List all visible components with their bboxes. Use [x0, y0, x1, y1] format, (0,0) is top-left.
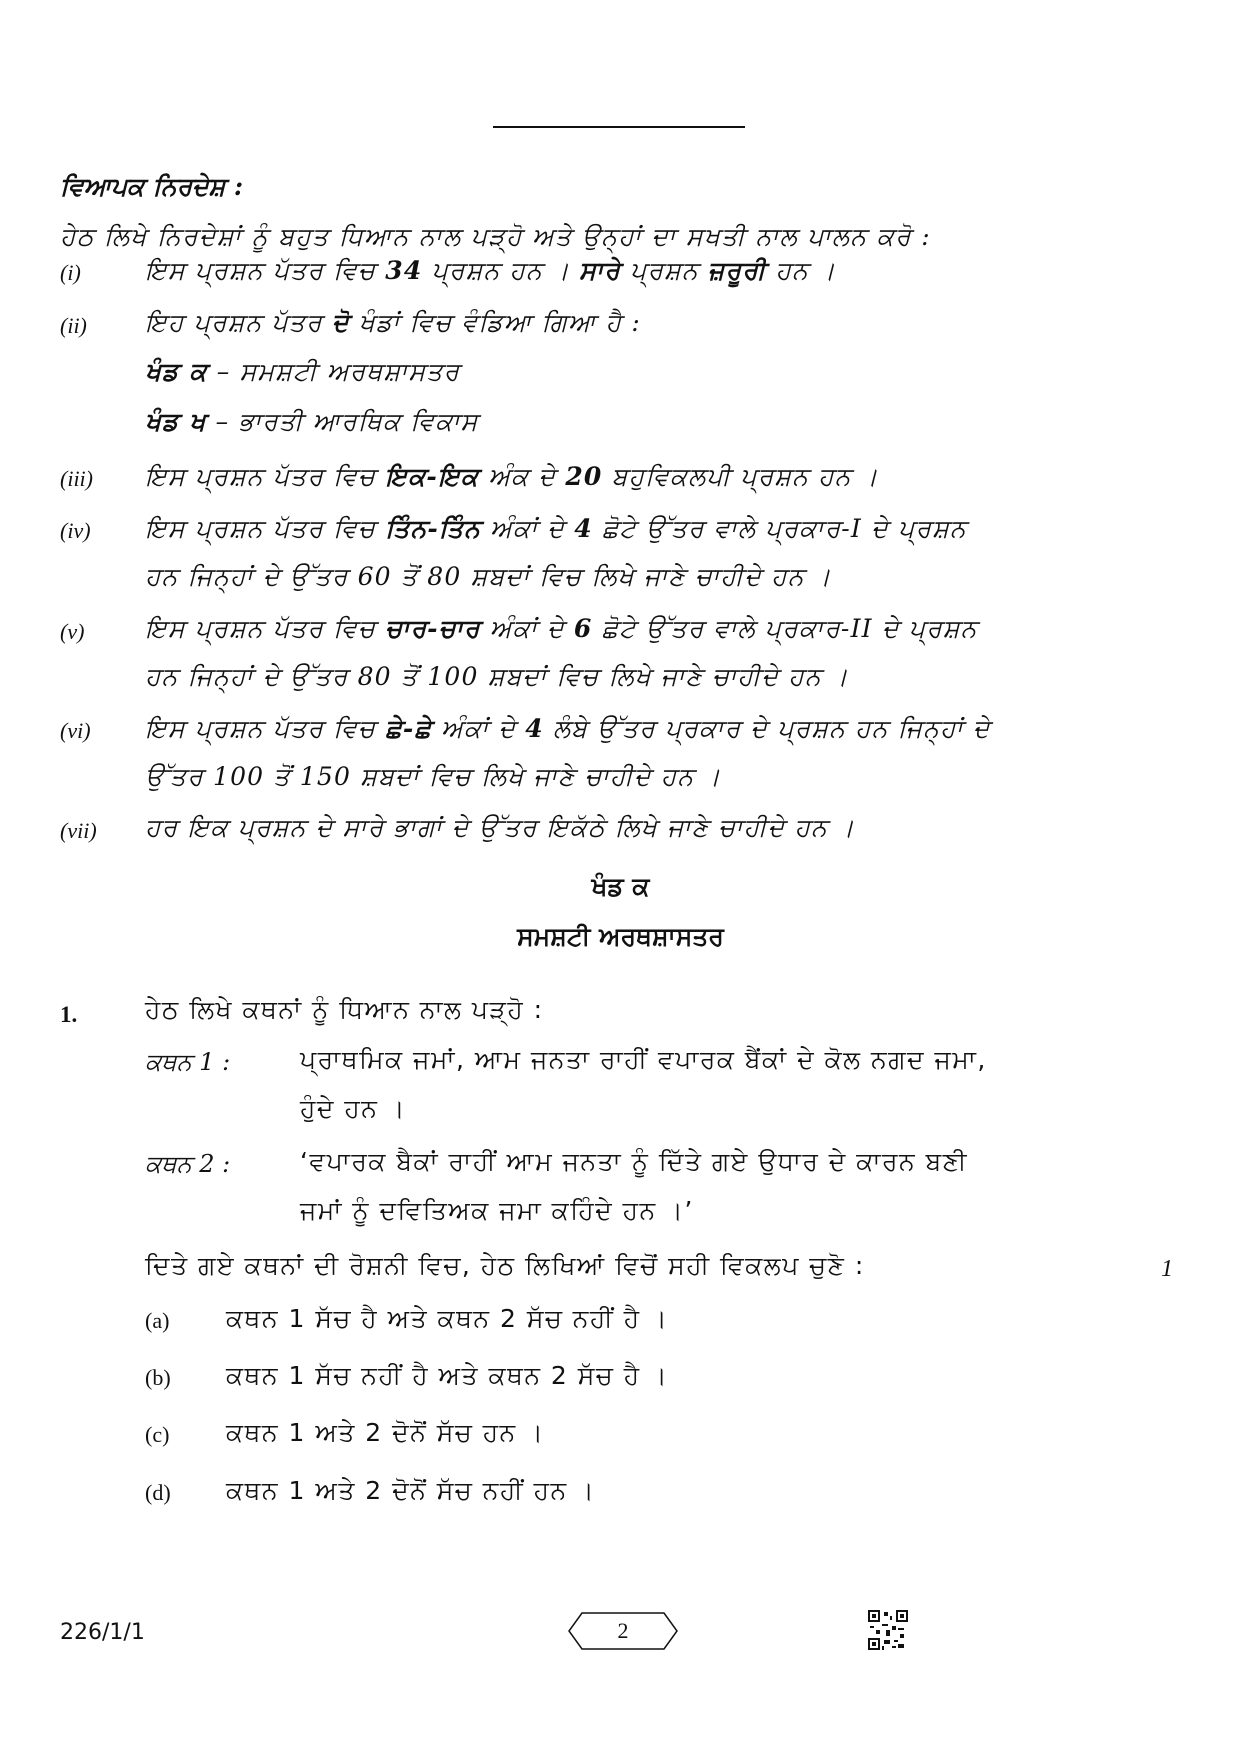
- question-prompt: ਦਿਤੇ ਗਏ ਕਥਨਾਂ ਦੀ ਰੋਸ਼ਨੀ ਵਿਚ, ਹੇਠ ਲਿਖਿਆਂ ਵਿਚੋਂ ਸਹੀ ਵਿਕਲਪ ਚੁਣੋ :: [145, 1251, 865, 1280]
- instruction-number: (vii): [60, 818, 97, 843]
- instruction-item-line2: ਹਨ ਜਿਨ੍ਹਾਂ ਦੇ ਉੱਤਰ 80 ਤੋਂ 100 ਸ਼ਬਦਾਂ ਵਿਚ ਲਿਖੇ ਜਾਣੇ ਚਾਹੀਦੇ ਹਨ ।: [145, 662, 849, 691]
- section-b-line: ਖੰਡ ਖ – ਭਾਰਤੀ ਆਰਥਿਕ ਵਿਕਾਸ: [145, 407, 479, 436]
- instruction-item-line2: ਹਨ ਜਿਨ੍ਹਾਂ ਦੇ ਉੱਤਰ 60 ਤੋਂ 80 ਸ਼ਬਦਾਂ ਵਿਚ ਲਿਖੇ ਜਾਣੇ ਚਾਹੀਦੇ ਹਨ ।: [145, 562, 832, 591]
- question-marks: 1: [1161, 1256, 1173, 1282]
- option-label: (c): [145, 1422, 170, 1447]
- statement-text: ਪ੍ਰਾਥਮਿਕ ਜਮਾਂ, ਆਮ ਜਨਤਾ ਰਾਹੀਂ ਵਪਾਰਕ ਬੈਂਕਾਂ ਦੇ ਕੋਲ ਨਗਦ ਜਮਾ,: [300, 1045, 987, 1074]
- statement-text: ‘ਵਪਾਰਕ ਬੈਕਾਂ ਰਾਹੀਂ ਆਮ ਜਨਤਾ ਨੂੰ ਦਿੱਤੇ ਗਏ ਉਧਾਰ ਦੇ ਕਾਰਨ ਬਣੀ: [300, 1147, 968, 1176]
- paper-code: 226/1/1: [60, 1620, 145, 1645]
- instruction-item: ਇਸ ਪ੍ਰਸ਼ਨ ਪੱਤਰ ਵਿਚ ਇਕ-ਇਕ ਅੰਕ ਦੇ 20 ਬਹੁਵਿਕਲਪੀ ਪ੍ਰਸ਼ਨ ਹਨ ।: [145, 462, 879, 491]
- option-text: ਕਥਨ 1 ਸੱਚ ਹੈ ਅਤੇ ਕਥਨ 2 ਸੱਚ ਨਹੀਂ ਹੈ ।: [226, 1304, 669, 1333]
- instruction-number: (iv): [60, 518, 91, 543]
- instruction-item: ਹਰ ਇਕ ਪ੍ਰਸ਼ਨ ਦੇ ਸਾਰੇ ਭਾਗਾਂ ਦੇ ਉੱਤਰ ਇਕੱਠੇ ਲਿਖੇ ਜਾਣੇ ਚਾਹੀਦੇ ਹਨ ।: [145, 813, 856, 842]
- section-subtitle: ਸਮਸ਼ਟੀ ਅਰਥਸ਼ਾਸਤਰ: [517, 922, 724, 951]
- option-label: (b): [145, 1365, 171, 1390]
- instruction-number: (vi): [60, 718, 91, 743]
- option-text: ਕਥਨ 1 ਅਤੇ 2 ਦੋਨੋਂ ਸੱਚ ਹਨ ।: [226, 1418, 545, 1447]
- option-text: ਕਥਨ 1 ਅਤੇ 2 ਦੋਨੋਂ ਸੱਚ ਨਹੀਂ ਹਨ ।: [226, 1476, 596, 1505]
- instruction-item: ਇਹ ਪ੍ਰਸ਼ਨ ਪੱਤਰ ਦੋ ਖੰਡਾਂ ਵਿਚ ਵੰਡਿਆ ਗਿਆ ਹੈ :: [145, 308, 641, 337]
- page-number-badge: [568, 1612, 678, 1650]
- statement-label: ਕਥਨ 2 :: [145, 1150, 231, 1178]
- section-title: ਖੰਡ ਕ: [591, 872, 650, 901]
- instructions-intro: ਹੇਠ ਲਿਖੇ ਨਿਰਦੇਸ਼ਾਂ ਨੂੰ ਬਹੁਤ ਧਿਆਨ ਨਾਲ ਪੜ੍ਹੋ ਅਤੇ ਉਨ੍ਹਾਂ ਦਾ ਸਖਤੀ ਨਾਲ ਪਾਲਨ ਕਰੋ :: [60, 222, 932, 251]
- instruction-item: ਇਸ ਪ੍ਰਸ਼ਨ ਪੱਤਰ ਵਿਚ 34 ਪ੍ਰਸ਼ਨ ਹਨ । ਸਾਰੇ ਪ੍ਰਸ਼ਨ ਜ਼ਰੂਰੀ ਹਨ ।: [145, 256, 837, 285]
- instruction-number: (v): [60, 619, 85, 644]
- instruction-number: (iii): [60, 466, 93, 491]
- instruction-item: ਇਸ ਪ੍ਰਸ਼ਨ ਪੱਤਰ ਵਿਚ ਛੇ-ਛੇ ਅੰਕਾਂ ਦੇ 4 ਲੰਬੇ ਉੱਤਰ ਪ੍ਰਕਾਰ ਦੇ ਪ੍ਰਸ਼ਨ ਹਨ ਜਿਨ੍ਹਾਂ ਦੇ: [145, 714, 991, 743]
- page-number: 2: [617, 1618, 629, 1643]
- option-label: (a): [145, 1308, 170, 1333]
- instruction-item-line2: ਉੱਤਰ 100 ਤੋਂ 150 ਸ਼ਬਦਾਂ ਵਿਚ ਲਿਖੇ ਜਾਣੇ ਚਾਹੀਦੇ ਹਨ ।: [145, 762, 722, 791]
- instruction-number: (ii): [60, 313, 87, 338]
- qr-code-icon: [868, 1610, 908, 1650]
- statement-text-line2: ਜਮਾਂ ਨੂੰ ਦਵਿਤਿਅਕ ਜਮਾ ਕਹਿੰਦੇ ਹਨ ।’: [300, 1196, 694, 1225]
- option-text: ਕਥਨ 1 ਸੱਚ ਨਹੀਂ ਹੈ ਅਤੇ ਕਥਨ 2 ਸੱਚ ਹੈ ।: [226, 1361, 669, 1390]
- question-number: 1.: [60, 1002, 78, 1027]
- instruction-item: ਇਸ ਪ੍ਰਸ਼ਨ ਪੱਤਰ ਵਿਚ ਚਾਰ-ਚਾਰ ਅੰਕਾਂ ਦੇ 6 ਛੋਟੇ ਉੱਤਰ ਵਾਲੇ ਪ੍ਰਕਾਰ-II ਦੇ ਪ੍ਰਸ਼ਨ: [145, 614, 978, 643]
- section-a-line: ਖੰਡ ਕ – ਸਮਸ਼ਟੀ ਅਰਥਸ਼ਾਸਤਰ: [145, 357, 461, 386]
- instruction-item: ਇਸ ਪ੍ਰਸ਼ਨ ਪੱਤਰ ਵਿਚ ਤਿੰਨ-ਤਿੰਨ ਅੰਕਾਂ ਦੇ 4 ਛੋਟੇ ਉੱਤਰ ਵਾਲੇ ਪ੍ਰਕਾਰ-I ਦੇ ਪ੍ਰਸ਼ਨ: [145, 514, 967, 543]
- option-label: (d): [145, 1480, 171, 1505]
- statement-label: ਕਥਨ 1 :: [145, 1048, 231, 1076]
- question-stem: ਹੇਠ ਲਿਖੇ ਕਥਨਾਂ ਨੂੰ ਧਿਆਨ ਨਾਲ ਪੜ੍ਹੋ :: [145, 995, 544, 1024]
- statement-text-line2: ਹੁੰਦੇ ਹਨ ।: [300, 1094, 407, 1123]
- top-rule: [493, 126, 745, 128]
- general-instructions-heading: ਵਿਆਪਕ ਨਿਰਦੇਸ਼ :: [60, 172, 244, 201]
- instruction-number: (i): [60, 260, 81, 285]
